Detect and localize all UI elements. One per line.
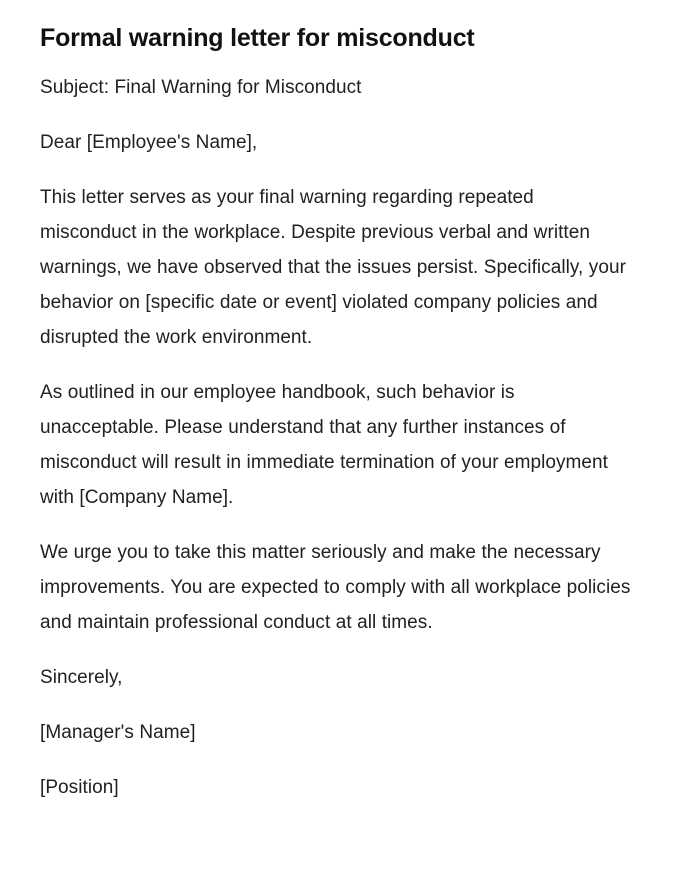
paragraph-expectations: We urge you to take this matter seriously and make the necessary improvements. You are expected to comply with all workplace policies and maintain professional conduct at all times. xyxy=(40,542,631,633)
paragraph-final-warning-notice: This letter serves as your final warning regarding repeated misconduct in the workplace. Despite previous verbal and written warnings, we have observed that the issues persist. Specifically, your behavior on [specific date or event] violated company policies and disrupted the work environment. xyxy=(40,187,626,348)
paragraph-handbook-consequences: As outlined in our employee handbook, such behavior is unacceptable. Please understand that any further instances of misconduct will result in immediate termination of your employment with [Company Name]. xyxy=(40,382,608,508)
paragraph-subject: Subject: Final Warning for Misconduct xyxy=(40,77,362,98)
page-title: Formal warning letter for misconduct xyxy=(40,24,475,52)
letter-body xyxy=(40,70,633,805)
paragraph-signature-position: [Position] xyxy=(40,777,119,798)
paragraph-closing: Sincerely, xyxy=(40,667,123,688)
paragraph-signature-name: [Manager's Name] xyxy=(40,722,196,743)
paragraph-salutation: Dear [Employee's Name], xyxy=(40,132,258,153)
